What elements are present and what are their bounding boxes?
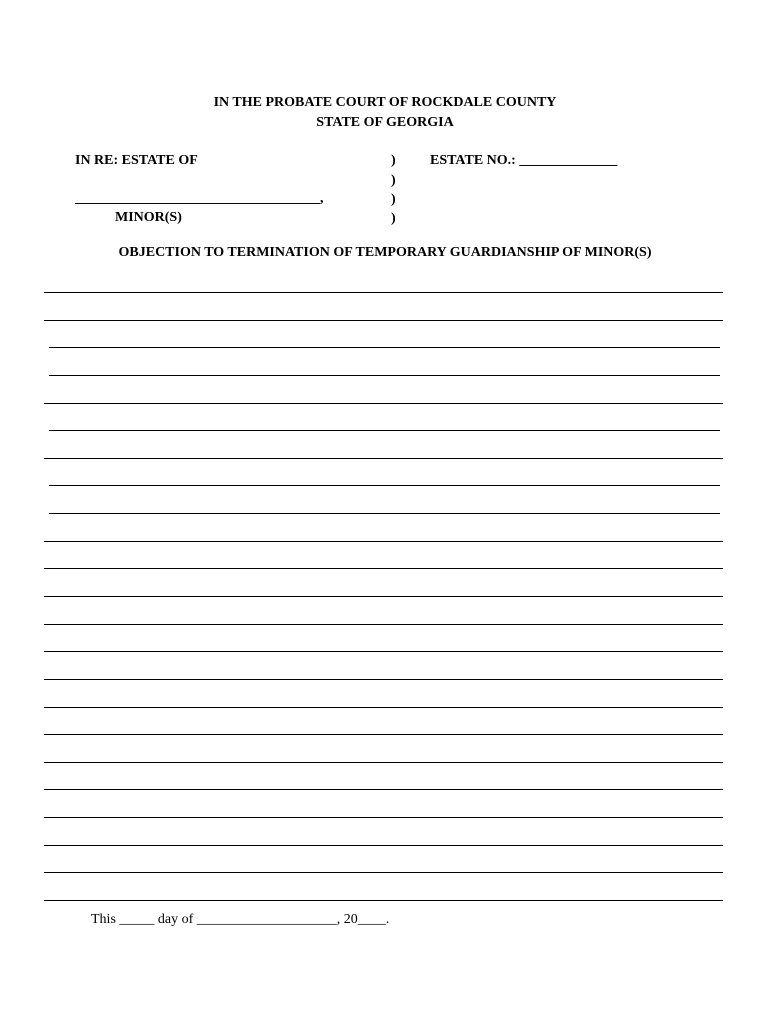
writing-line[interactable]: [44, 596, 723, 597]
writing-line[interactable]: [44, 541, 723, 542]
writing-line[interactable]: [49, 375, 720, 376]
caption-paren: ): [391, 192, 396, 207]
caption-paren: ): [391, 211, 396, 226]
court-name-line: IN THE PROBATE COURT OF ROCKDALE COUNTY: [213, 95, 557, 110]
writing-line[interactable]: [44, 845, 723, 846]
caption-paren: ): [391, 173, 396, 188]
writing-line[interactable]: [44, 762, 723, 763]
writing-line[interactable]: [44, 679, 723, 680]
writing-line[interactable]: [44, 292, 723, 293]
writing-line[interactable]: [49, 485, 720, 486]
writing-line[interactable]: [44, 872, 723, 873]
writing-line[interactable]: [44, 624, 723, 625]
writing-line[interactable]: [44, 900, 723, 901]
writing-line[interactable]: [44, 817, 723, 818]
signature-date-line[interactable]: This _____ day of ____________________, 20____.: [91, 912, 390, 927]
document-title: OBJECTION TO TERMINATION OF TEMPORARY GUARDIANSHIP OF MINOR(S): [118, 245, 652, 260]
writing-line[interactable]: [44, 651, 723, 652]
in-re-label: IN RE: ESTATE OF: [75, 153, 198, 168]
writing-line[interactable]: [49, 430, 720, 431]
caption-paren: ): [391, 153, 396, 168]
writing-line[interactable]: [44, 320, 723, 321]
writing-line[interactable]: [44, 734, 723, 735]
writing-line[interactable]: [49, 513, 720, 514]
minor-label: MINOR(S): [115, 210, 182, 225]
writing-line[interactable]: [49, 347, 720, 348]
writing-line[interactable]: [44, 789, 723, 790]
writing-line[interactable]: [44, 403, 723, 404]
writing-line[interactable]: [44, 568, 723, 569]
estate-number-field[interactable]: ESTATE NO.: ______________: [430, 153, 618, 168]
minor-name-field[interactable]: ___________________________________,: [75, 191, 324, 206]
writing-line[interactable]: [44, 458, 723, 459]
writing-line[interactable]: [44, 707, 723, 708]
court-state-line: STATE OF GEORGIA: [316, 115, 454, 130]
